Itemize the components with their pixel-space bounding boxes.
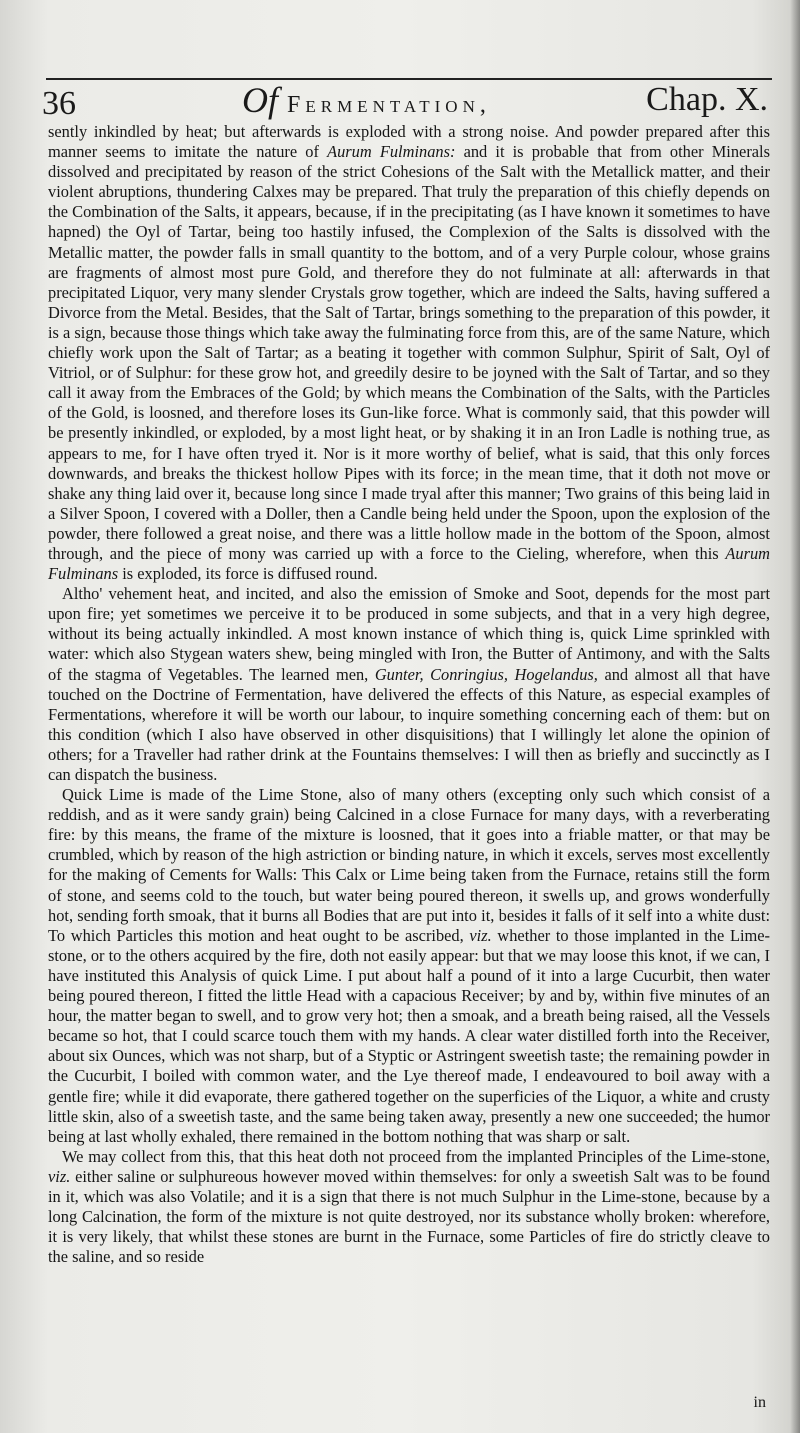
text-run: Quick Lime is made of the Lime Stone, also of many others (excepting only such which consist of a reddish, and as it were sandy grain) being Calcined in a close Furnace for many days, with a reverberating fire: by this means, the frame of the mixture is loosned, that it goes into a friable matter, or that may be crumbled, which by reason of the high astriction or binding nature, in which it excels, serves most excellently for the making of Cements for Walls: This Calx or Lime being taken from the Furnace, retains still the form of stone, and seems cold to the touch, but water being poured thereon, it swells up, and grows wonderfully hot, sending forth smoak, that it burns all Bodies that are put into it, besides it falls of it self into a white dust: To which Particles this motion and heat ought to be ascribed, xyxy=(48,785,770,945)
page-number: 36 xyxy=(42,85,76,122)
text-run: sently inkindled by heat; but afterwards is exploded with a strong noise. And powder prepared after this manner seems to imitate the nature of xyxy=(48,122,770,162)
italic-text: viz. xyxy=(469,925,492,945)
running-head xyxy=(242,80,491,125)
text-run: and almost all that have touched on the Doctrine of Fermentation, have delivered the effects of this Nature, as especial examples of Fermentations, wherefore it will be worth our labour, to inquire something concerning each of them: but on this condition (which I also have observed in other disquisitions) that I willingly let alone the opinion of others; for a Traveller had rather drink at the Fountains themselves: I will then as briefly and succinctly as I can dispatch the business. xyxy=(48,664,770,784)
text-run: and it is probable that from other Minerals dissolved and precipitated by reason of the strict Cohesions of the Salt with the Metallick matter, and their violent abruptions, thundering Calxes may be prepared. That truly the preparation of this chiefly depends on the Combination of the Salts, it appears, because, if in the precipitating (as I have known it sometimes to have hapned) the Oyl of Tartar, being too hastily infused, the Complexion of the Salts is dissolved with the Metallic matter, the powder falls in small quantity to the bottom, and of a very Purple colour, whose grains are fragments of almost most pure Gold, and therefore they do not fulminate at all: afterwards in that precipitated Liquor, very many slender Crystals grow together, which are indeed the Salts, having suffered a Divorce from the Metal. Besides, that the Salt of Tartar, brings something to the preparation of this powder, it is a sign, because those things which take away the fulminating force from this, are of the same Nature, which chiefly work upon the Salt of Tartar; as a beating it together with common Sulphur, Spirit of Salt, Oyl of Vitriol, or of Sulphur: for these grow hot, and greedily desire to be joyned with the Salt of Tartar, and so they call it away from the Embraces of the Gold; by which means the Combination of the Salts, with the Particles of the Gold, is loosned, and therefore loses its Gun-like force. What is commonly said, that this powder will be presently inkindled, or exploded, by a most light heat, or by shaking it in an Iron Ladle is nothing true, as appears to me, for I have often tryed it. Nor is it more worthy of belief, what is said, that this only forces downwards, and breaks the thickest hollow Pipes with its force; in the mean time, that it doth not move or shake any thing laid over it, because long since I made tryal after this manner; Two grains of this being laid in a Silver Spoon, I covered with a Doller, then a Candle being held under the Spoon, upon the explosion of the powder, there followed a great noise, and there was a little hollow made in the bottom of the Spoon, almost through, and the piece of mony was carried up with a force to the Cieling, wherefore, when this xyxy=(48,142,770,563)
text-run: is exploded, its force is diffused round. xyxy=(118,564,378,584)
italic-text: Gunter, Conringius, Hogelandus, xyxy=(374,664,598,684)
page-edge-shadow xyxy=(790,0,800,1433)
chapter-label: Chap. X. xyxy=(646,81,768,118)
running-head-title: Fermentation, xyxy=(287,92,491,118)
italic-text: viz. xyxy=(48,1166,71,1186)
text-run: We may collect from this, that this heat doth not proceed from the implanted Principles of the Lime-stone, xyxy=(62,1146,770,1166)
body-text xyxy=(48,122,770,1267)
catchword: in xyxy=(753,1394,766,1411)
page-header xyxy=(42,66,772,122)
italic-text: Aurum Fulminans: xyxy=(327,142,456,162)
paragraph xyxy=(48,785,770,1147)
paragraph xyxy=(48,122,770,584)
paragraph xyxy=(48,584,770,785)
paragraph xyxy=(48,1147,770,1268)
text-run: whether to those implanted in the Lime-stone, or to the others acquired by the fire, doth not easily appear: but that we may loose this knot, if we can, I have instituted this Analysis of quick Lime. I put about half a pound of it into a large Cucurbit, then water being poured thereon, I fitted the little Head with a capacious Receiver; by and by, within five minutes of an hour, the matter began to swell, and to grow very hot; then a smoak, and a breath being raised, all the Vessels became so hot, that I could scarce touch them with my hands. A clear water distilled forth into the Receiver, about six Ounces, which was not sharp, but of a Styptic or Astringent sweetish taste; the remaining powder in the Cucurbit, I boiled with common water, and the Lye thereof made, I endeavoured to boil away with a gentle fire; while it did evaporate, there gathered together on the superficies of the Liquor, a white and crusty little skin, also of a sweetish taste, and the same being taken away, presently a new one succeeded; the humor being at last wholly exhaled, there remained in the bottom nothing that was sharp or salt. xyxy=(48,925,770,1146)
italic-text: Aurum Fulminans xyxy=(48,543,770,584)
running-head-prefix: Of xyxy=(242,80,278,120)
text-run: Altho' vehement heat, and incited, and also the emission of Smoke and Soot, depends for the most part upon fire; yet sometimes we perceive it to be produced in some subjects, and that in a very high degree, without its being actually inkindled. A most known instance of which thing is, quick Lime sprinkled with water: which also Stygean waters shew, being mingled with Iron, the Butter of Antimony, and with the Salts of the stagma of Vegetables. The learned men, xyxy=(48,584,770,684)
text-run: either saline or sulphureous however moved within themselves: for only a sweetish Salt was to be found in it, which was also Volatile; and it is a sign that there is not much Sulphur in the Lime-stone, because by a long Calcination, the form of the mixture is not quite destroyed, nor its substance wholly broken: wherefore, it is very likely, that whilst these stones are burnt in the Furnace, some Particles of fire do strictly cleave to the saline, and so reside xyxy=(48,1166,770,1267)
